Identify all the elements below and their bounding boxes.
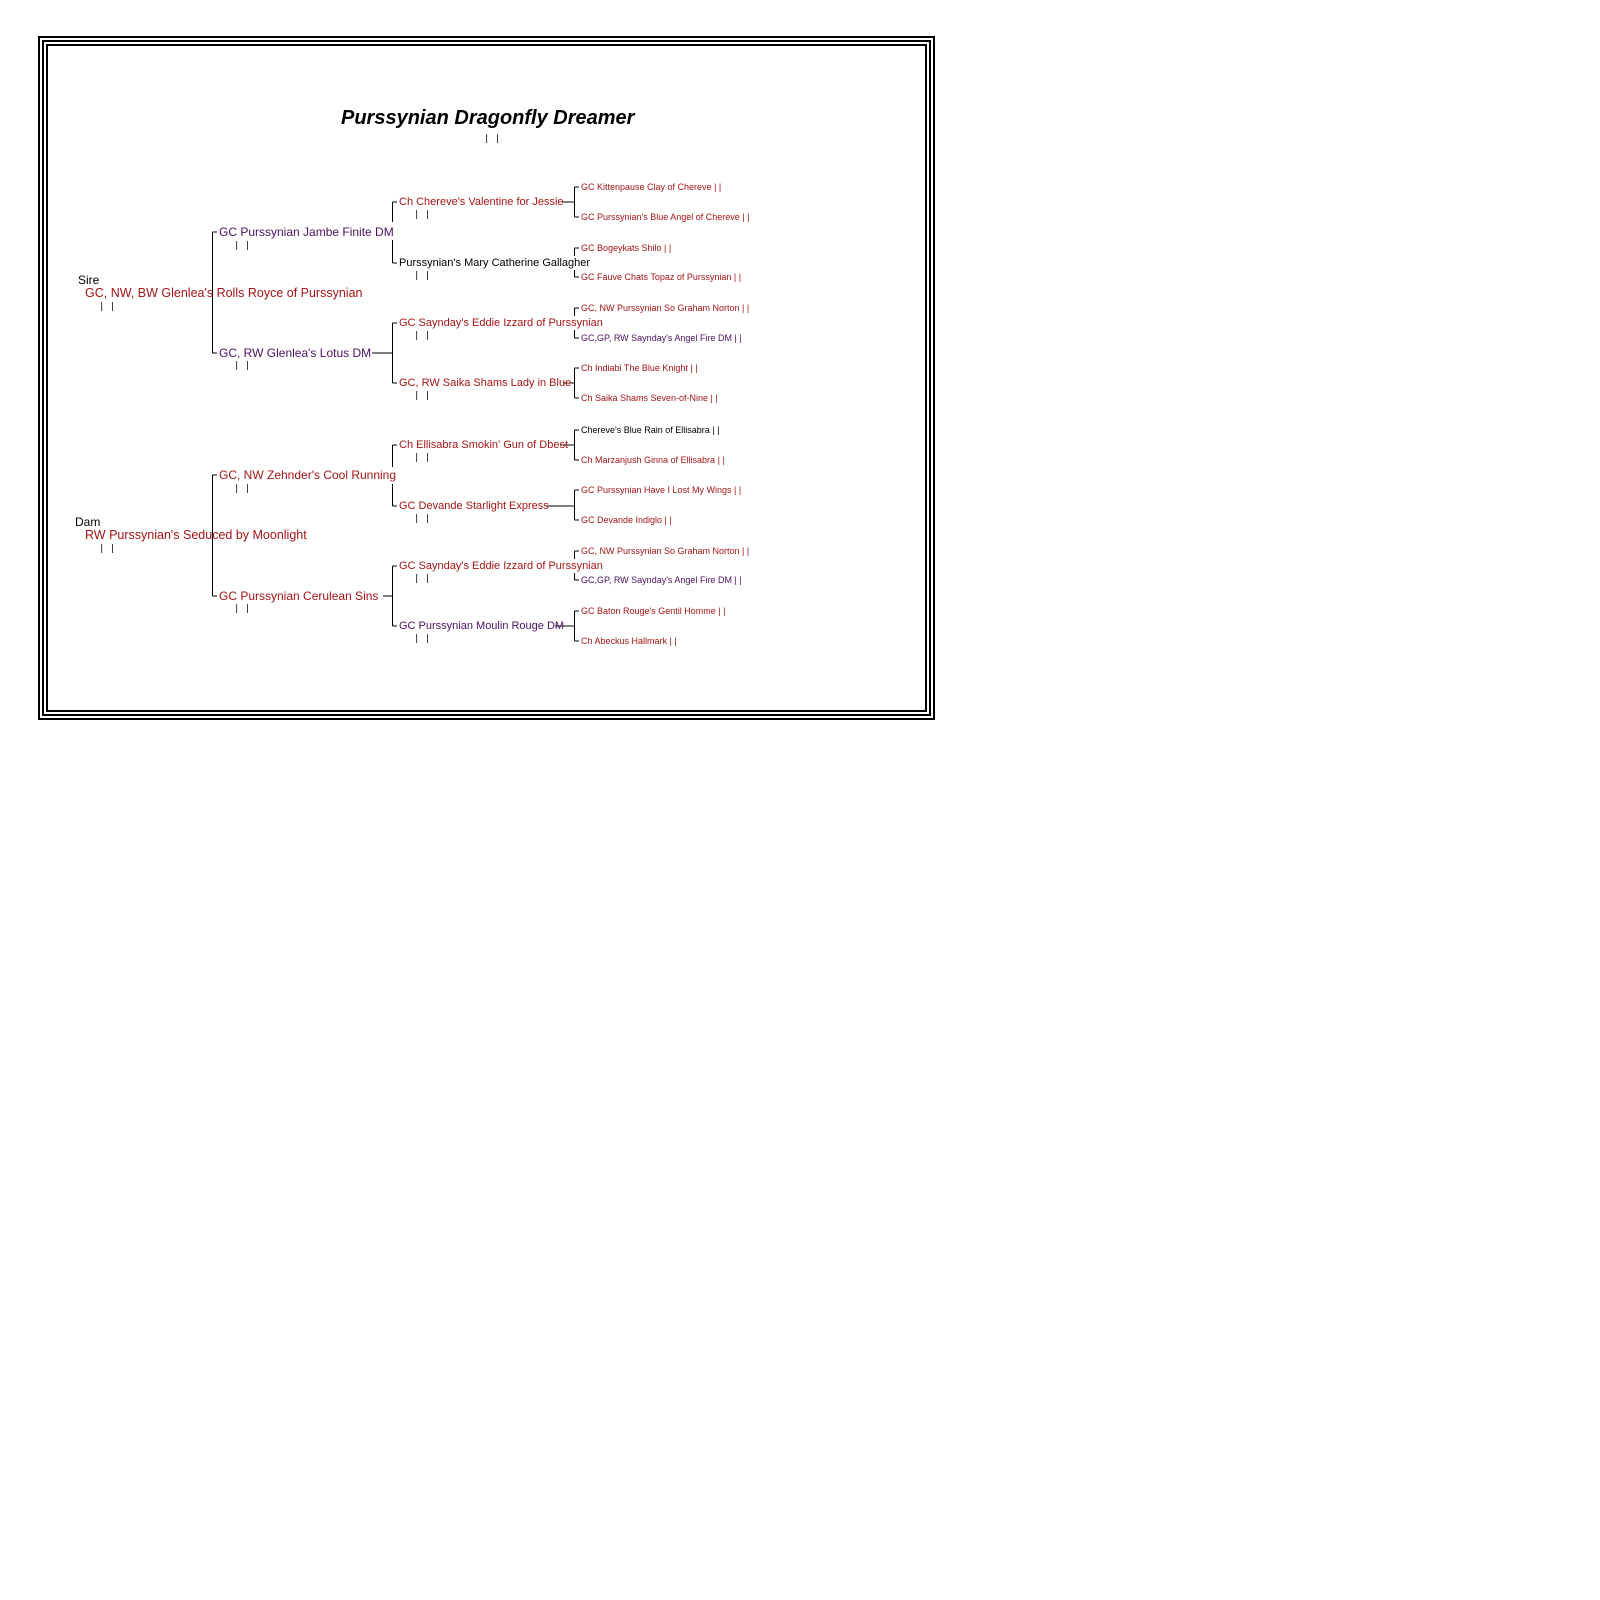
ss-dam-name[interactable]: Purssynian's Mary Catherine Gallagher — [399, 257, 591, 269]
sire-sire-registration-mark: | | — [234, 241, 251, 251]
dam-name[interactable]: RW Purssynian's Seduced by Moonlight — [85, 528, 307, 542]
dds-dam-name[interactable]: GC,GP, RW Saynday's Angel Fire DM | | — [581, 575, 742, 585]
title-registration-mark: | | — [484, 134, 501, 144]
sss-sire-name[interactable]: GC Kittenpause Clay of Chereve | | — [581, 182, 722, 192]
sds-sire-name[interactable]: GC, NW Purssynian So Graham Norton | | — [581, 303, 750, 313]
sire-sire-name[interactable]: GC Purssynian Jambe Finite DM — [219, 225, 394, 239]
sdd-dam-name[interactable]: Ch Saika Shams Seven-of-Nine | | — [581, 393, 718, 403]
ds-sire-name[interactable]: Ch Ellisabra Smokin' Gun of Dbest — [399, 439, 569, 451]
dsd-sire-name[interactable]: GC Purssynian Have I Lost My Wings | | — [581, 485, 742, 495]
sd-dam-name[interactable]: GC, RW Saika Shams Lady in Blue — [399, 377, 572, 389]
ssd-dam-name[interactable]: GC Fauve Chats Topaz of Purssynian | | — [581, 272, 742, 282]
sds-dam-name[interactable]: GC,GP, RW Saynday's Angel Fire DM | | — [581, 333, 742, 343]
dd-dam-registration-mark: | | — [414, 634, 431, 644]
ddd-dam-name[interactable]: Ch Abeckus Hallmark | | — [581, 636, 677, 646]
sss-dam-name[interactable]: GC Purssynian's Blue Angel of Chereve | | — [581, 212, 750, 222]
dam-registration-mark: | | — [99, 544, 116, 554]
dd-dam-name[interactable]: GC Purssynian Moulin Rouge DM — [399, 620, 565, 632]
ddd-sire-name[interactable]: GC Baton Rouge's Gentil Homme | | — [581, 606, 726, 616]
pedigree-title: Purssynian Dragonfly Dreamer — [341, 107, 635, 129]
sd-dam-registration-mark: | | — [414, 391, 431, 401]
ssd-sire-name[interactable]: GC Bogeykats Shilo | | — [581, 243, 672, 253]
dds-sire-name[interactable]: GC, NW Purssynian So Graham Norton | | — [581, 546, 750, 556]
sire-registration-mark: | | — [99, 302, 116, 312]
sdd-sire-name[interactable]: Ch Indiabi The Blue Knight | | — [581, 363, 698, 373]
dss-dam-name[interactable]: Ch Marzanjush Ginna of Ellisabra | | — [581, 455, 725, 465]
dam-dam-registration-mark: | | — [234, 604, 251, 614]
ss-sire-registration-mark: | | — [414, 210, 431, 220]
sire-dam-registration-mark: | | — [234, 361, 251, 371]
dam-sire-name[interactable]: GC, NW Zehnder's Cool Running — [219, 468, 397, 482]
ss-dam-registration-mark: | | — [414, 271, 431, 281]
dd-sire-name[interactable]: GC Saynday's Eddie Izzard of Purssynian — [399, 560, 603, 572]
ds-sire-registration-mark: | | — [414, 453, 431, 463]
sd-sire-name[interactable]: GC Saynday's Eddie Izzard of Purssynian — [399, 317, 603, 329]
dd-sire-registration-mark: | | — [414, 574, 431, 584]
sire-label: Sire — [78, 273, 100, 287]
ss-sire-name[interactable]: Ch Chereve's Valentine for Jessie — [399, 196, 564, 208]
ds-dam-name[interactable]: GC Devande Starlight Express — [399, 500, 549, 512]
dss-sire-name[interactable]: Chereve's Blue Rain of Ellisabra | | — [581, 425, 720, 435]
ds-dam-registration-mark: | | — [414, 514, 431, 524]
sire-dam-name[interactable]: GC, RW Glenlea's Lotus DM — [219, 346, 372, 360]
dam-sire-registration-mark: | | — [234, 484, 251, 494]
dam-dam-name[interactable]: GC Purssynian Cerulean Sins — [219, 589, 379, 603]
sire-name[interactable]: GC, NW, BW Glenlea's Rolls Royce of Purssynian — [85, 286, 363, 300]
dsd-dam-name[interactable]: GC Devande Indiglo | | — [581, 515, 672, 525]
sd-sire-registration-mark: | | — [414, 331, 431, 341]
dam-label: Dam — [75, 515, 101, 529]
